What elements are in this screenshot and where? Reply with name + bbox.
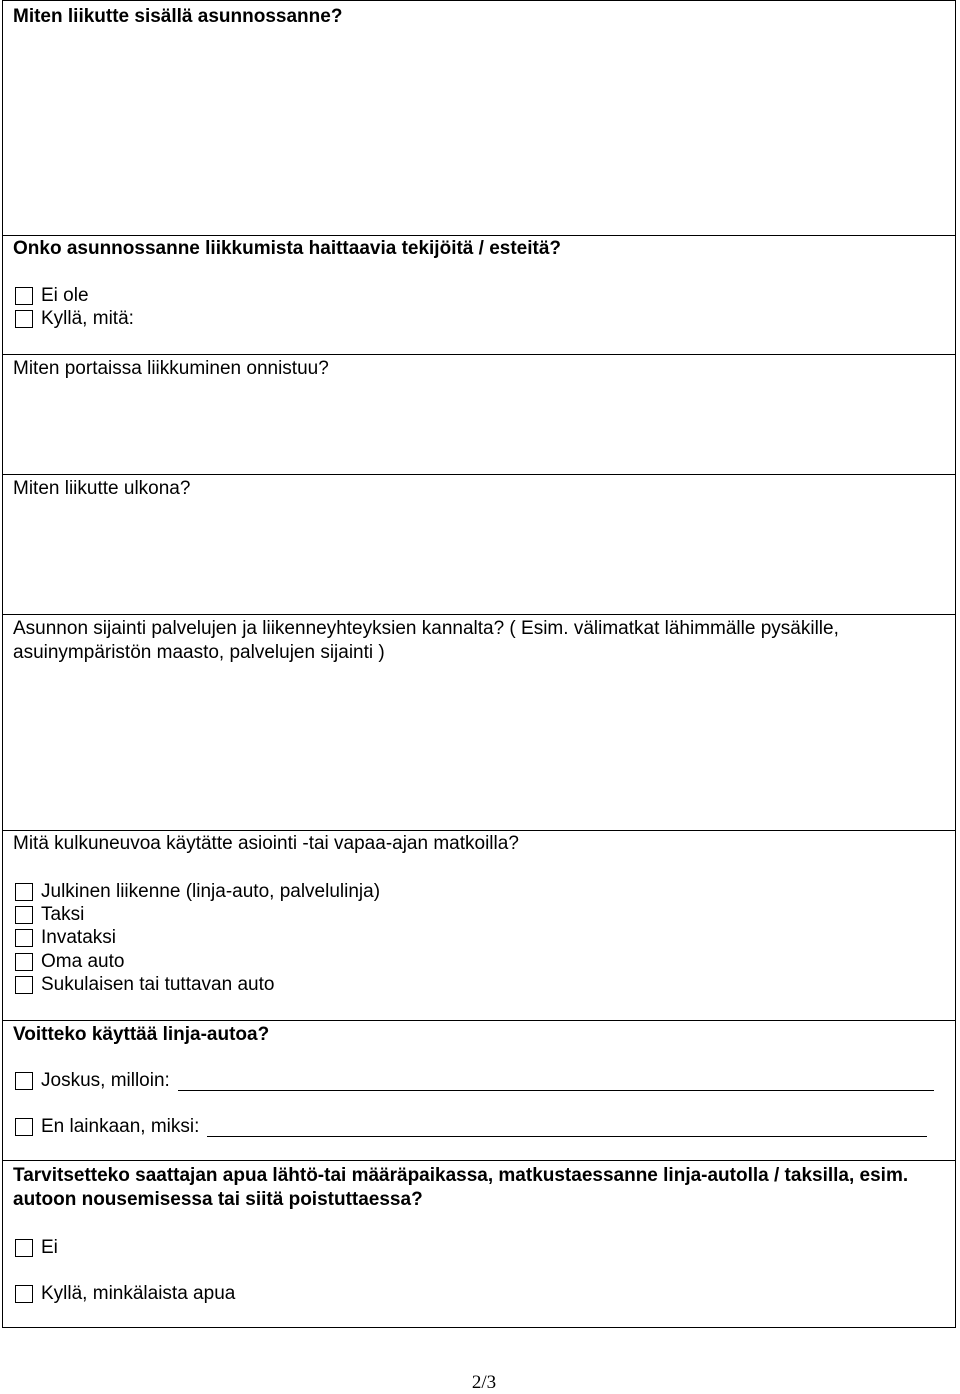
section-bus-usage [3, 1021, 955, 1161]
question-vehicles: Mitä kulkuneuvoa käytätte asiointi -tai vapaa-ajan matkoilla? [13, 833, 519, 854]
option-label: Taksi [41, 904, 85, 925]
option-label: Oma auto [41, 951, 125, 972]
option-label: Ei [41, 1237, 58, 1258]
checkbox-icon[interactable] [15, 883, 33, 901]
section-outdoor-mobility [3, 475, 955, 615]
checkbox-icon[interactable] [15, 929, 33, 947]
checkbox-icon[interactable] [15, 976, 33, 994]
section-stairs [3, 355, 955, 475]
option-yes-obstacles[interactable] [15, 308, 134, 330]
option-escort-yes[interactable] [15, 1283, 235, 1305]
option-label: Joskus, milloin: [41, 1070, 170, 1091]
option-label: Julkinen liikenne (linja-auto, palvelulinja) [41, 881, 381, 902]
question-outdoor-mobility: Miten liikutte ulkona? [13, 478, 191, 499]
option-relative-car[interactable] [15, 974, 274, 996]
section-escort-help [3, 1161, 955, 1329]
option-label: En lainkaan, miksi: [41, 1116, 200, 1137]
option-bus-never[interactable] [15, 1116, 927, 1138]
option-label: Sukulaisen tai tuttavan auto [41, 974, 275, 995]
question-stairs: Miten portaissa liikkuminen onnistuu? [13, 358, 329, 379]
question-location: Asunnon sijainti palvelujen ja liikenneyhteyksien kannalta? ( Esim. välimatkat lähimmälle pysäkille, asuinympäristön maasto, palvelujen sijainti ) [13, 618, 839, 663]
question-indoor-mobility: Miten liikutte sisällä asunnossanne? [13, 6, 343, 27]
checkbox-icon[interactable] [15, 1239, 33, 1257]
option-label: Invataksi [41, 927, 116, 948]
checkbox-icon[interactable] [15, 1285, 33, 1303]
page-number: 2/3 [471, 1372, 497, 1393]
checkbox-icon[interactable] [15, 906, 33, 924]
option-taxi[interactable] [15, 904, 84, 926]
option-no-obstacles[interactable] [15, 285, 89, 307]
section-indoor-mobility [3, 1, 955, 236]
checkbox-icon[interactable] [15, 287, 33, 305]
section-location [3, 615, 955, 831]
question-bus-usage: Voitteko käyttää linja-autoa? [13, 1024, 270, 1045]
option-own-car[interactable] [15, 951, 124, 973]
section-vehicles [3, 831, 955, 1021]
section-obstacles [3, 236, 955, 355]
option-invataxi[interactable] [15, 927, 116, 949]
option-label: Kyllä, mitä: [41, 308, 134, 329]
question-obstacles: Onko asunnossanne liikkumista haittaavia tekijöitä / esteitä? [13, 238, 562, 259]
option-bus-sometimes[interactable] [15, 1070, 934, 1092]
checkbox-icon[interactable] [15, 953, 33, 971]
checkbox-icon[interactable] [15, 1072, 33, 1090]
checkbox-icon[interactable] [15, 310, 33, 328]
option-label: Ei ole [41, 285, 89, 306]
option-public-transport[interactable] [15, 881, 380, 903]
checkbox-icon[interactable] [15, 1118, 33, 1136]
assessment-form [2, 0, 956, 1328]
when-answer-line[interactable] [178, 1072, 934, 1091]
option-escort-no[interactable] [15, 1237, 58, 1259]
why-answer-line[interactable] [207, 1118, 927, 1137]
question-escort-help: Tarvitsetteko saattajan apua lähtö-tai määräpaikassa, matkustaessanne linja-autolla / taksilla, esim. autoon nousemisessa tai siitä poistuttaessa? [13, 1165, 909, 1210]
option-label: Kyllä, minkälaista apua [41, 1283, 236, 1304]
